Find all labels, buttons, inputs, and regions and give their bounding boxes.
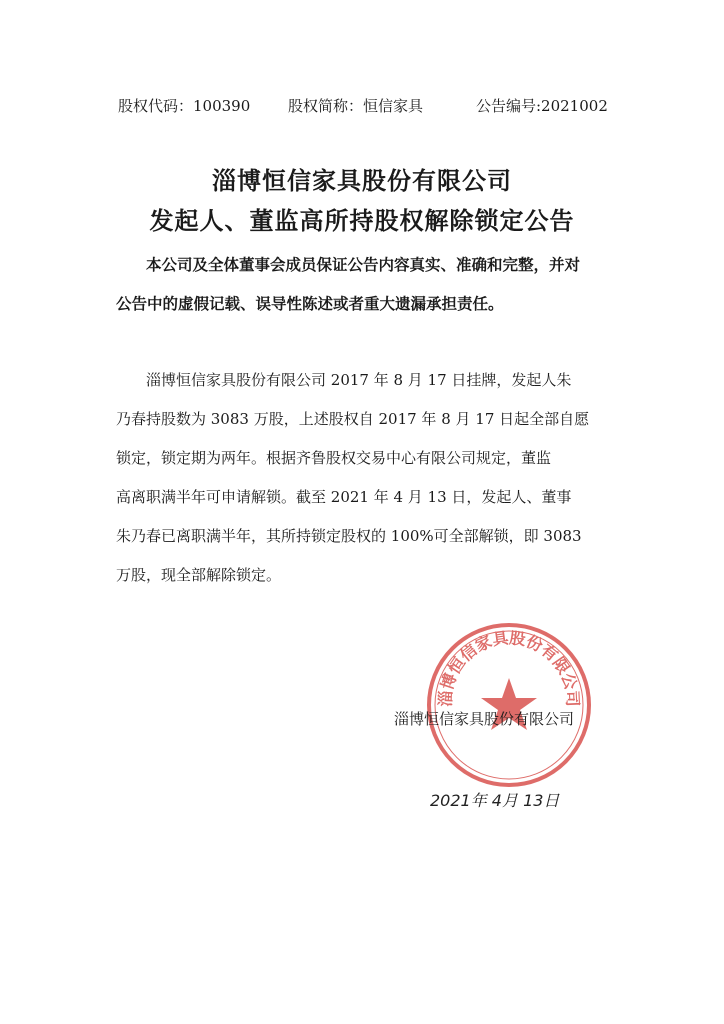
title-company: 淄博恒信家具股份有限公司 <box>212 167 512 195</box>
notice-number: 公告编号:2021002 <box>476 97 608 115</box>
handwritten-date: 2021年 4月 13日 <box>430 791 560 810</box>
company-seal-icon <box>424 620 594 790</box>
body-line-5: 朱乃春已离职满半年，其所持锁定股权的 100%可全部解锁，即 3083 <box>116 527 582 545</box>
body-line-6: 万股，现全部解除锁定。 <box>116 566 282 584</box>
signing-company: 淄博恒信家具股份有限公司 <box>394 710 575 728</box>
body-line-1: 淄博恒信家具股份有限公司 2017 年 8 月 17 日挂牌，发起人朱 <box>146 371 572 389</box>
statement-line-1: 本公司及全体董事会成员保证公告内容真实、准确和完整，并对 <box>146 256 581 274</box>
stock-name: 股权简称：恒信家具 <box>288 97 424 115</box>
svg-text:淄博恒信家具股份有限公司: 淄博恒信家具股份有限公司 <box>435 628 583 708</box>
statement-line-2: 公告中的虚假记载、误导性陈述或者重大遗漏承担责任。 <box>116 295 504 313</box>
body-line-3: 锁定，锁定期为两年。根据齐鲁股权交易中心有限公司规定，董监 <box>116 449 552 467</box>
title-subject: 发起人、董监高所持股权解除锁定公告 <box>149 207 575 235</box>
stock-code: 股权代码：100390 <box>118 97 251 115</box>
header-info <box>118 94 618 118</box>
body-line-2: 乃春持股数为 3083 万股，上述股权自 2017 年 8 月 17 日起全部自愿 <box>116 410 590 428</box>
body-line-4: 高离职满半年可申请解锁。截至 2021 年 4 月 13 日，发起人、董事 <box>116 488 572 506</box>
